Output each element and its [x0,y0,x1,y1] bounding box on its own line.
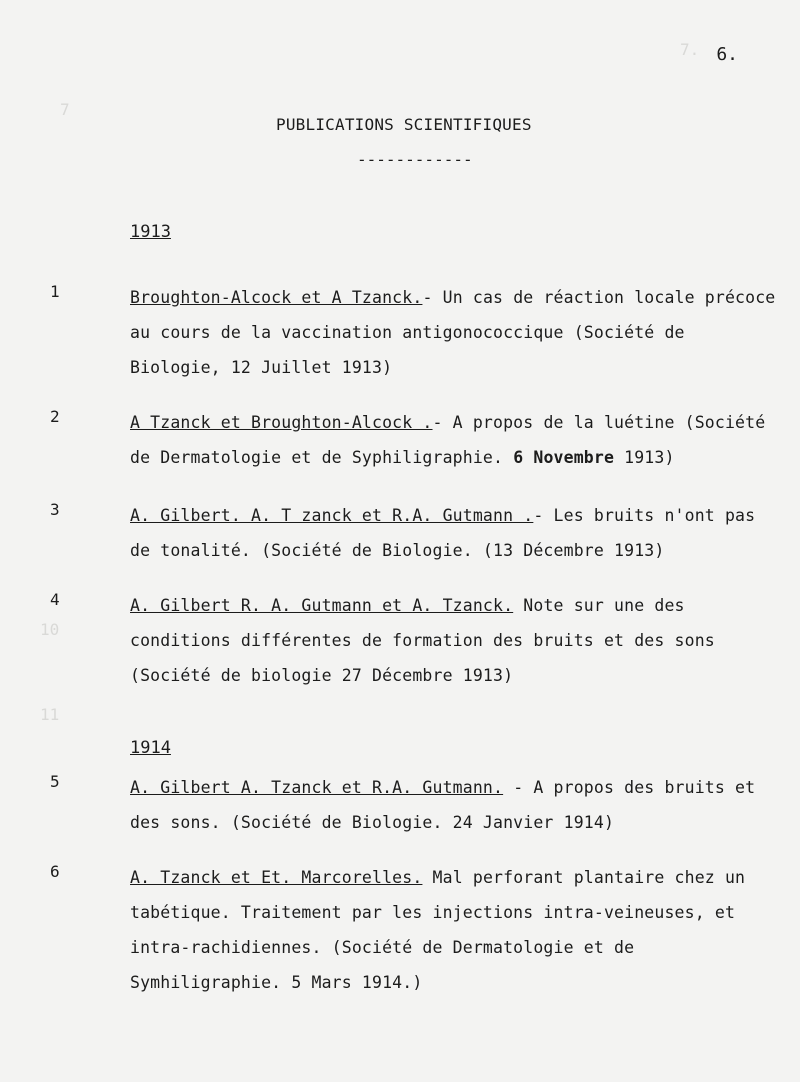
bleed-through-number: 11 [40,705,60,724]
entry-body: - A propos de la luétine (Société de Dermatologie et de Syphiligraphie. [130,413,766,467]
entry-authors: A. Gilbert R. A. Gutmann et A. Tzanck. [130,596,514,615]
entry-body-bold: 6 Novembre [513,448,615,467]
entry-number: 2 [50,407,60,426]
entry-number: 4 [50,590,60,609]
bleed-through-number: 10 [40,620,60,639]
entry-number: 3 [50,500,60,519]
entry-text [130,588,780,693]
entry-text [130,770,780,840]
entry-text [130,280,780,385]
entry-authors: Broughton-Alcock et A Tzanck. [130,288,423,307]
year-heading: 1914 [130,738,171,758]
entry-authors: A Tzanck et Broughton-Alcock . [130,413,433,432]
entry-body: - Les bruits n'ont pas de tonalité. (Société de Biologie. (13 Décembre 1913) [130,506,756,560]
entry-text [130,498,780,568]
entry-number: 6 [50,862,60,881]
entry-body: Mal perforant plantaire chez un tabétique. Traitement par les injections intra-veineuses, et intra-rachidiennes. (Société de Dermatologie et de Symhiligraphie. 5 Mars 1914.) [130,868,746,992]
title-rule: ------------ [357,150,473,169]
entry-number: 5 [50,772,60,791]
entry-body: Note sur une des conditions différentes de formation des bruits et des sons (Société de biologie 27 Décembre 1913) [130,596,715,685]
entry-number: 1 [50,282,60,301]
page-title: PUBLICATIONS SCIENTIFIQUES [276,115,532,134]
entry-text [130,405,780,475]
entry-authors: A. Gilbert. A. T zanck et R.A. Gutmann . [130,506,534,525]
entry-body: - A propos des bruits et des sons. (Société de Biologie. 24 Janvier 1914) [130,778,756,832]
year-heading: 1913 [130,222,171,242]
entry-authors: A. Gilbert A. Tzanck et R.A. Gutmann. [130,778,504,797]
page-number: 6. [716,44,738,65]
bleed-through-number: 7. [680,40,700,59]
entry-body: 1913) [614,448,675,467]
entry-text [130,860,780,1000]
bleed-through-number: 7 [60,100,70,119]
entry-authors: A. Tzanck et Et. Marcorelles. [130,868,423,887]
entry-body: - Un cas de réaction locale précoce au cours de la vaccination antigonococcique (Société de Biologie, 12 Juillet 1913) [130,288,776,377]
